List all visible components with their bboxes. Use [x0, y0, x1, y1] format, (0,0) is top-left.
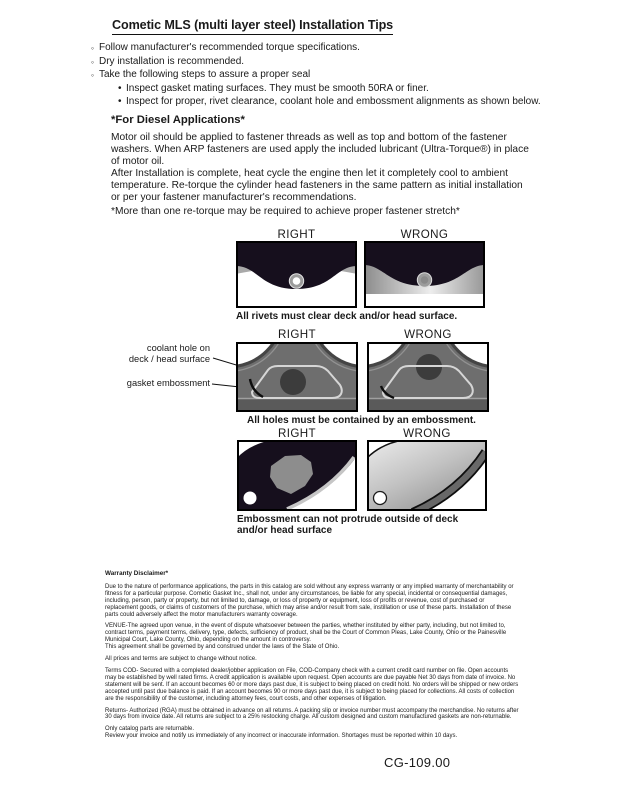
tip-text: Take the following steps to assure a proper seal [99, 69, 311, 81]
wrong-label: WRONG [403, 427, 451, 440]
disclaimer-paragraph: Due to the nature of performance applications, the parts in this catalog are sold without any express warranty or any implied warranty of merchantability or fitness for a particular purpose. Cometic Gasket Inc., shall not, under any circumstances, be liable for any special, incidental or consequential damages, including, person, party or property, but not limited to, damage, or loss of property or equipment, loss of profits or revenue, cost of purchased or replacement goods, or claims of customers of the purchase, which may arise and/or result from sale, instillation or use of these parts. Installation of these parts could adversely affect the motor manufacturers warranty coverage. [105, 583, 514, 618]
disclaimer-heading: Warranty Disclaimer* [105, 570, 169, 577]
embossment-caption: Embossment can not protrude outside of deck and/or head surface [237, 514, 459, 536]
gasket-embossment-label: gasket embossment [126, 378, 210, 388]
rivet-wrong-diagram [364, 241, 485, 308]
wrong-label: WRONG [404, 328, 452, 341]
sub-tip-item [118, 83, 551, 97]
tip-item [91, 42, 551, 56]
tip-item [91, 56, 551, 70]
holes-caption: All holes must be contained by an embossment. [247, 415, 476, 426]
right-label: RIGHT [277, 328, 317, 341]
disclaimer-paragraph: This agreement shall be governed by and construed under the laws of the State of Ohio. [105, 644, 340, 651]
diesel-paragraph-2: After Installation is complete, heat cycle the engine then let it completely cool to ambient temperature. Re-torque the cylinder head fasteners in the same pattern as initial installation or per your fastener manufacturer's recommendations. [111, 168, 523, 204]
embossment-right-diagram [237, 440, 357, 511]
warranty-disclaimer [105, 571, 519, 745]
disclaimer-paragraph: Review your invoice and notify us immediately of any incorrect or inaccurate information. Shortages must be reported within 10 days. [105, 733, 458, 740]
disclaimer-paragraph: Terms COD- Secured with a completed dealer/jobber application on File, COD-Company check with a current credit card number on file. Open accounts may be established by well rated firms. A credit application is available upon request. Open accounts are due payable Net 30 days from date of invoice. No statement will be sent. If an account becomes 60 or more days past due, it is subject to being placed on credit hold. No orders will be shipped or new orders accepted until past due balance is paid. If an account becomes 90 or more days past due, it is subject to being placed for collections. All costs of collection are the responsibility of the customer, including attorney fees, court costs, and other expenses of litigation. [105, 667, 519, 702]
right-label: RIGHT [277, 228, 316, 241]
sub-tip-text: Inspect gasket mating surfaces. They must be smooth 50RA or finer. [126, 82, 429, 94]
circle-bullet-icon: ◦ [91, 70, 95, 81]
disclaimer-paragraph: Only catalog parts are returnable. [105, 726, 195, 733]
tip-text: Dry installation is recommended. [99, 55, 245, 67]
retorque-note: *More than one re-torque may be required to achieve proper fastener stretch* [111, 206, 460, 217]
disclaimer-paragraph: Returns- Authorized (RGA) must be obtained in advance on all returns. A packing slip or invoice number must accompany the merchandise. No returns after 30 days from invoice date. All returns are subject to a 25% restocking charge. All custom designed and custom manufactured gaskets are non-returnable. [105, 707, 519, 721]
coolant-hole-label: coolant hole on deck / head surface [128, 343, 210, 364]
page-code: CG-109.00 [384, 755, 451, 770]
coolant-hole-right-diagram [236, 342, 358, 412]
rivet-caption: All rivets must clear deck and/or head surface. [236, 311, 458, 322]
diesel-paragraph-1: Motor oil should be applied to fastener threads as well as top and bottom of the fastener washers. When ARP fasteners are used apply the included lubricant (Ultra-Torque®) in place of motor oil. [111, 132, 529, 168]
rivet-right-diagram [236, 241, 357, 308]
dot-bullet-icon: • [118, 82, 122, 94]
tip-text: Follow manufacturer's recommended torque specifications. [99, 42, 360, 53]
right-label: RIGHT [277, 427, 317, 440]
circle-bullet-icon: ◦ [91, 56, 95, 67]
disclaimer-paragraph: VENUE-The agreed upon venue, in the event of dispute whatsoever between the parties, whether instituted by either party, including, but not limited to, contract terms, payment terms, delivery, type, defects, sufficiency of product, shall be the Court of Common Pleas, Lake County, Ohio or the Painesville Municipal Court, Lake County, Ohio, depending on the amount in controversy. [105, 623, 507, 644]
tip-item [91, 69, 551, 83]
sub-tip-text: Inspect for proper, rivet clearance, coolant hole and embossment alignments as shown below. [126, 96, 541, 108]
circle-bullet-icon: ◦ [91, 43, 95, 53]
page-title: Cometic MLS (multi layer steel) Installation Tips [112, 18, 393, 35]
embossment-wrong-diagram [367, 440, 487, 511]
wrong-label: WRONG [400, 228, 449, 241]
coolant-hole-wrong-diagram [367, 342, 489, 412]
disclaimer-paragraph: All prices and terms are subject to change without notice. [105, 656, 257, 663]
installation-tips-list [91, 42, 551, 110]
sub-tip-item [118, 96, 551, 110]
dot-bullet-icon: • [118, 96, 122, 108]
diesel-applications-heading: *For Diesel Applications* [111, 114, 245, 126]
